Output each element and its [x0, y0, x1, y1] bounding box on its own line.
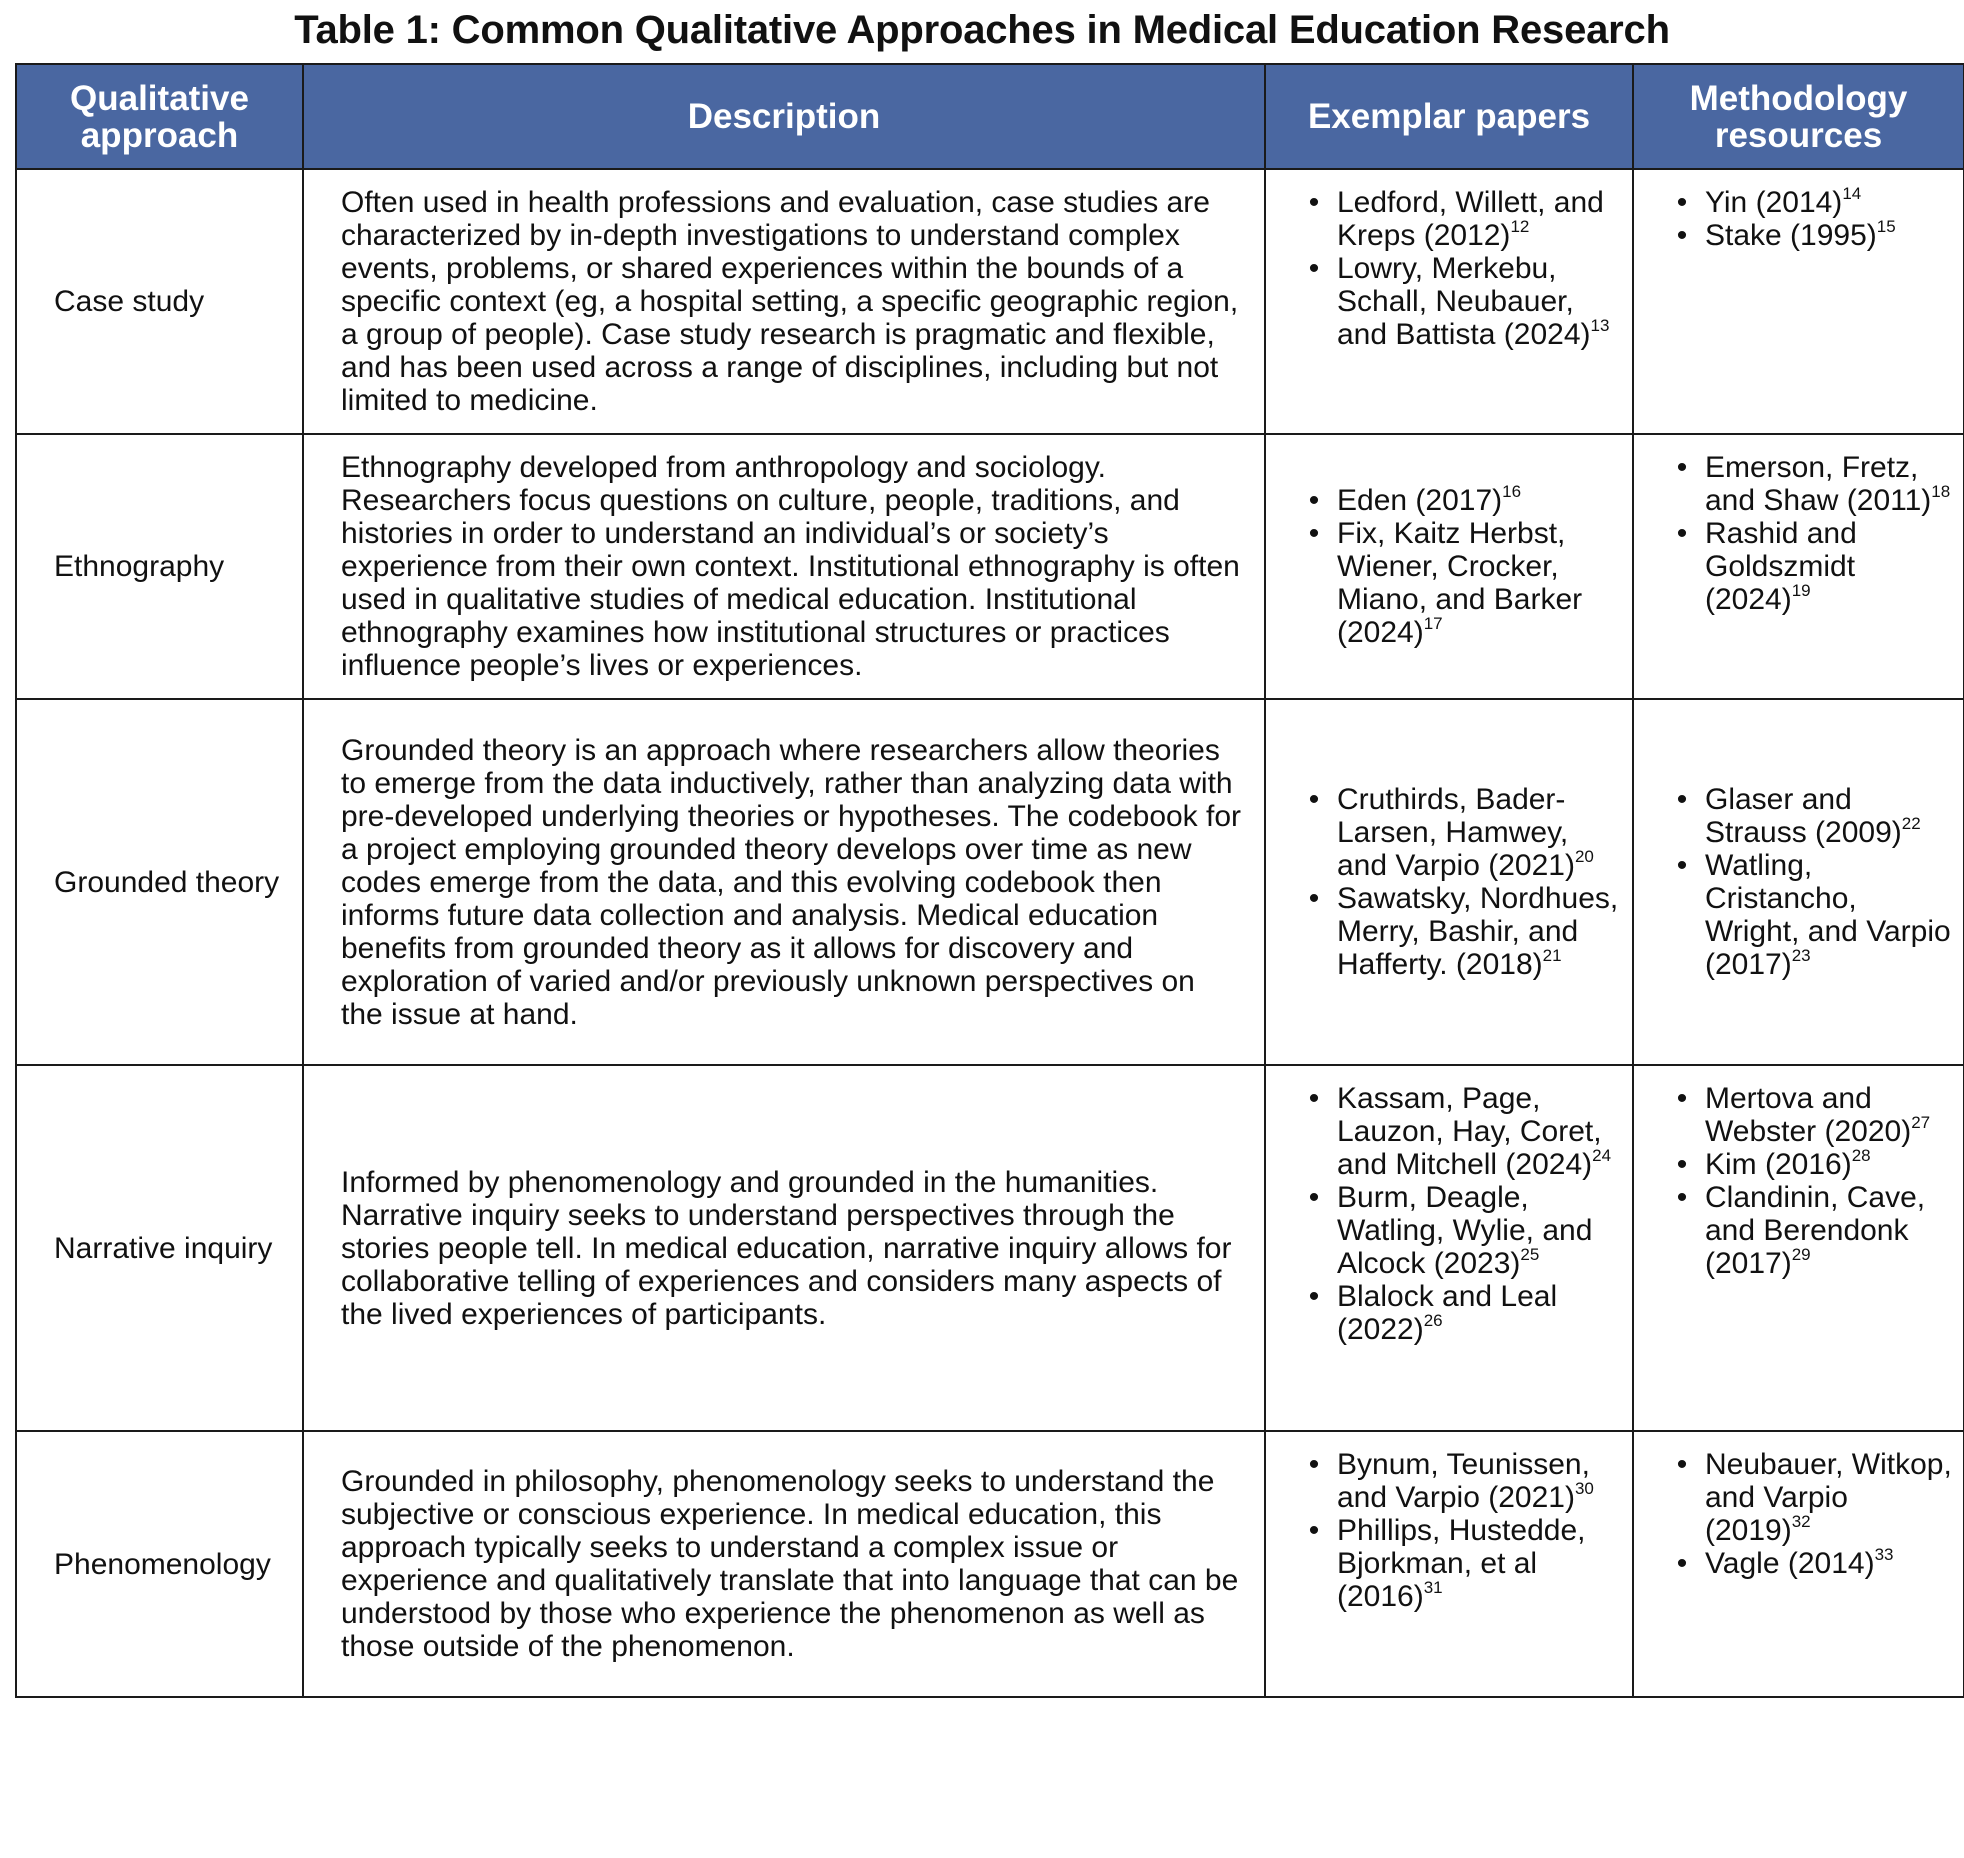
reference-item	[1304, 882, 1622, 981]
reference-text: Vagle (2014)	[1705, 1547, 1875, 1580]
exemplar-papers-list	[1304, 783, 1622, 981]
reference-item	[1672, 219, 1953, 252]
table-row	[16, 434, 1964, 699]
table-body	[16, 169, 1964, 1697]
reference-number: 30	[1574, 1479, 1594, 1498]
exemplar-papers-list	[1304, 186, 1622, 351]
reference-item	[1672, 783, 1953, 849]
header-approach: Qualitative approach	[16, 64, 303, 169]
reference-number: 18	[1931, 482, 1951, 501]
reference-text: Mertova and Webster (2020)	[1705, 1082, 1912, 1148]
reference-text: Cruthirds, Bader-Larsen, Hamwey, and Varpio (2021)	[1337, 783, 1575, 882]
reference-text: Kassam, Page, Lauzon, Hay, Coret, and Mitchell (2024)	[1337, 1082, 1602, 1181]
exemplar-papers-cell	[1265, 1065, 1633, 1431]
description-cell: Grounded theory is an approach where researchers allow theories to emerge from the data inductively, rather than analyzing data with pre-developed underlying theories or hypotheses. The codebook for a project employing grounded theory develops over time as new codes emerge from the data, and this evolving codebook then informs future data collection and analysis. Medical education benefits from grounded theory as it allows for discovery and exploration of varied and/or previously unknown perspectives on the issue at hand.	[303, 699, 1265, 1065]
bullet-icon: •	[1308, 517, 1320, 550]
reference-number: 33	[1874, 1545, 1894, 1564]
reference-text: Watling, Cristancho, Wright, and Varpio (2017)	[1705, 849, 1951, 981]
reference-text: Bynum, Teunissen, and Varpio (2021)	[1337, 1448, 1590, 1514]
header-row	[16, 64, 1964, 169]
reference-item	[1304, 484, 1622, 517]
bullet-icon: •	[1308, 484, 1320, 517]
reference-item	[1304, 252, 1622, 351]
approach-cell: Narrative inquiry	[16, 1065, 303, 1431]
exemplar-papers-cell	[1265, 434, 1633, 699]
bullet-icon: •	[1676, 783, 1688, 816]
reference-item	[1672, 1181, 1953, 1280]
bullet-icon: •	[1308, 1514, 1320, 1547]
reference-item	[1672, 451, 1953, 517]
reference-number: 17	[1423, 614, 1443, 633]
approach-cell: Ethnography	[16, 434, 303, 699]
reference-number: 25	[1520, 1245, 1540, 1264]
methodology-resources-list	[1672, 783, 1953, 981]
methodology-resources-cell	[1633, 699, 1964, 1065]
description-cell: Often used in health professions and evaluation, case studies are characterized by in-depth investigations to understand complex events, problems, or shared experiences within the bounds of a specific context (eg, a hospital setting, a specific geographic region, a group of people). Case study research is pragmatic and flexible, and has been used across a range of disciplines, including but not limited to medicine.	[303, 169, 1265, 434]
reference-item	[1304, 1514, 1622, 1613]
reference-number: 31	[1423, 1578, 1443, 1597]
description-cell: Grounded in philosophy, phenomenology seeks to understand the subjective or conscious experience. In medical education, this approach typically seeks to understand a complex issue or experience and qualitatively translate that into language that can be understood by those who experience the phenomenon as well as those outside of the phenomenon.	[303, 1431, 1265, 1697]
methodology-resources-cell	[1633, 1431, 1964, 1697]
reference-item	[1304, 186, 1622, 252]
reference-number: 26	[1423, 1311, 1443, 1330]
reference-number: 19	[1791, 581, 1811, 600]
reference-item	[1304, 1082, 1622, 1181]
bullet-icon: •	[1676, 451, 1688, 484]
header-methodology-resources: Methodology resources	[1633, 64, 1964, 169]
bullet-icon: •	[1676, 219, 1688, 252]
methodology-resources-cell	[1633, 434, 1964, 699]
bullet-icon: •	[1308, 186, 1320, 219]
approach-cell: Phenomenology	[16, 1431, 303, 1697]
description-cell: Ethnography developed from anthropology and sociology. Researchers focus questions on culture, people, traditions, and histories in order to understand an individual’s or society’s experience from their own context. Institutional ethnography is often used in qualitative studies of medical education. Institutional ethnography examines how institutional structures or practices influence people’s lives or experiences.	[303, 434, 1265, 699]
exemplar-papers-cell	[1265, 1431, 1633, 1697]
reference-text: Glaser and Strauss (2009)	[1705, 783, 1902, 849]
reference-number: 23	[1791, 946, 1811, 965]
reference-number: 22	[1901, 814, 1921, 833]
header-exemplar-papers: Exemplar papers	[1265, 64, 1633, 169]
bullet-icon: •	[1676, 186, 1688, 219]
reference-text: Ledford, Willett, and Kreps (2012)	[1337, 186, 1604, 252]
methodology-resources-cell	[1633, 169, 1964, 434]
approach-cell: Case study	[16, 169, 303, 434]
table-row	[16, 699, 1964, 1065]
exemplar-papers-list	[1304, 1082, 1622, 1346]
exemplar-papers-cell	[1265, 699, 1633, 1065]
reference-number: 21	[1542, 946, 1562, 965]
reference-item	[1672, 1547, 1953, 1580]
methodology-resources-cell	[1633, 1065, 1964, 1431]
methodology-resources-list	[1672, 1448, 1953, 1580]
reference-number: 16	[1502, 482, 1522, 501]
reference-text: Stake (1995)	[1705, 219, 1877, 252]
reference-text: Fix, Kaitz Herbst, Wiener, Crocker, Miano, and Barker (2024)	[1337, 517, 1583, 649]
reference-number: 15	[1876, 217, 1896, 236]
reference-item	[1672, 1148, 1953, 1181]
reference-item	[1304, 1181, 1622, 1280]
bullet-icon: •	[1308, 1280, 1320, 1313]
bullet-icon: •	[1308, 1448, 1320, 1481]
table-row	[16, 169, 1964, 434]
reference-item	[1672, 849, 1953, 981]
header-description: Description	[303, 64, 1265, 169]
table-title: Table 1: Common Qualitative Approaches in Medical Education Research	[294, 8, 1670, 52]
bullet-icon: •	[1676, 1148, 1688, 1181]
bullet-icon: •	[1676, 1547, 1688, 1580]
bullet-icon: •	[1308, 1082, 1320, 1115]
reference-item	[1672, 1448, 1953, 1547]
reference-text: Lowry, Merkebu, Schall, Neubauer, and Battista (2024)	[1337, 252, 1591, 351]
methodology-resources-list	[1672, 451, 1953, 616]
methodology-resources-list	[1672, 186, 1953, 252]
exemplar-papers-list	[1304, 1448, 1622, 1613]
reference-number: 14	[1842, 184, 1862, 203]
reference-text: Rashid and Goldszmidt (2024)	[1705, 517, 1857, 616]
approach-cell: Grounded theory	[16, 699, 303, 1065]
bullet-icon: •	[1308, 783, 1320, 816]
reference-item	[1672, 1082, 1953, 1148]
reference-item	[1672, 517, 1953, 616]
table-row	[16, 1065, 1964, 1431]
reference-item	[1304, 1280, 1622, 1346]
reference-number: 12	[1510, 217, 1530, 236]
reference-number: 27	[1911, 1113, 1931, 1132]
reference-text: Phillips, Hustedde, Bjorkman, et al (2016)	[1337, 1514, 1586, 1613]
reference-text: Kim (2016)	[1705, 1148, 1852, 1181]
bullet-icon: •	[1308, 882, 1320, 915]
bullet-icon: •	[1676, 1448, 1688, 1481]
bullet-icon: •	[1676, 1181, 1688, 1214]
description-cell: Informed by phenomenology and grounded in the humanities. Narrative inquiry seeks to understand perspectives through the stories people tell. In medical education, narrative inquiry allows for collaborative telling of experiences and considers many aspects of the lived experiences of participants.	[303, 1065, 1265, 1431]
reference-item	[1304, 783, 1622, 882]
bullet-icon: •	[1676, 849, 1688, 882]
reference-number: 24	[1592, 1146, 1612, 1165]
reference-item	[1304, 517, 1622, 649]
methodology-resources-list	[1672, 1082, 1953, 1280]
reference-number: 29	[1791, 1245, 1811, 1264]
table-row	[16, 1431, 1964, 1697]
exemplar-papers-list	[1304, 484, 1622, 649]
bullet-icon: •	[1676, 1082, 1688, 1115]
reference-text: Blalock and Leal (2022)	[1337, 1280, 1558, 1346]
reference-text: Sawatsky, Nordhues, Merry, Bashir, and Hafferty. (2018)	[1337, 882, 1619, 981]
reference-text: Clandinin, Cave, and Berendonk (2017)	[1705, 1181, 1926, 1280]
reference-number: 32	[1791, 1512, 1811, 1531]
reference-text: Neubauer, Witkop, and Varpio (2019)	[1705, 1448, 1952, 1547]
reference-text: Yin (2014)	[1705, 186, 1843, 219]
bullet-icon: •	[1308, 1181, 1320, 1214]
reference-text: Emerson, Fretz, and Shaw (2011)	[1705, 451, 1932, 517]
reference-item	[1304, 1448, 1622, 1514]
qualitative-approaches-table	[15, 63, 1964, 1698]
reference-text: Burm, Deagle, Watling, Wylie, and Alcock (2023)	[1337, 1181, 1593, 1280]
reference-text: Eden (2017)	[1337, 484, 1503, 517]
bullet-icon: •	[1308, 252, 1320, 285]
reference-number: 20	[1574, 847, 1594, 866]
reference-item	[1672, 186, 1953, 219]
reference-number: 13	[1590, 316, 1610, 335]
reference-number: 28	[1851, 1146, 1871, 1165]
exemplar-papers-cell	[1265, 169, 1633, 434]
bullet-icon: •	[1676, 517, 1688, 550]
